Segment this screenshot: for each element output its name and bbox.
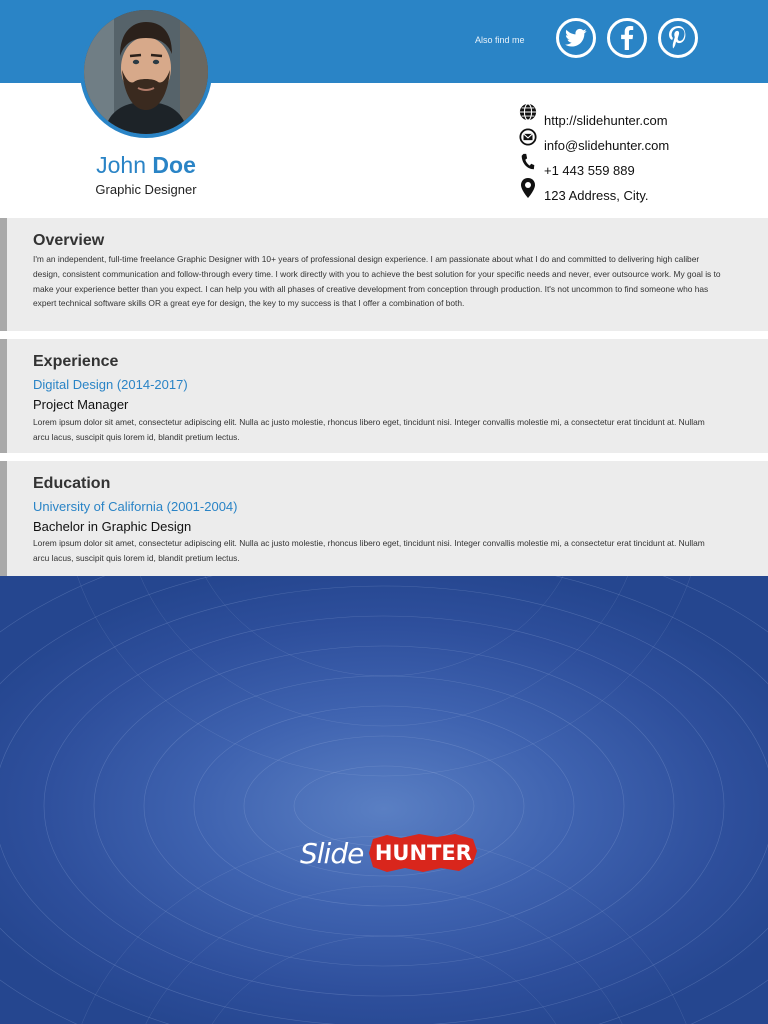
phone-text: +1 443 559 889 xyxy=(544,163,635,178)
pinterest-icon xyxy=(669,26,687,50)
overview-text: I'm an independent, full-time freelance Graphic Designer with 10+ years of professional design experience. I am passionate about what I do and committed to delivering high caliber design, consistent communication and follow-through every time. I work directly with you to achieve the best solution for your specific needs and never, ever outsource work. My goal is to make your experience better than you expect. I can help you with all phases of creative development from conception through production. It's not uncommon to find someone who has expert technical software skills OR a great eye for design, the key to my success is that I offer a combination of both. xyxy=(33,254,721,309)
overview-title: Overview xyxy=(33,232,105,249)
avatar-ring xyxy=(80,6,212,138)
globe-icon xyxy=(518,102,538,122)
wave-pattern xyxy=(0,576,768,1024)
logo-hunter-text: HUNTER xyxy=(374,841,472,865)
last-name: Doe xyxy=(152,152,196,178)
slidehunter-logo xyxy=(300,828,479,878)
facebook-icon xyxy=(620,26,634,50)
contact-phone xyxy=(518,151,544,173)
education-text: Lorem ipsum dolor sit amet, consectetur adipiscing elit. Nulla ac justo molestie, rhoncus libero eget, tincidunt nisi. Integer convallis molestie mi, a consectetur erat tincidunt at. Nullam arcu lacus, suscipit quis lorem id, blandit pretium lectus. xyxy=(33,538,705,563)
phone-icon xyxy=(518,152,538,172)
also-find-me-label: Also find me xyxy=(475,35,525,45)
education-degree: Bachelor in Graphic Design xyxy=(33,519,192,534)
experience-role: Project Manager xyxy=(33,397,129,412)
contact-address xyxy=(518,177,544,199)
experience-company: Digital Design (2014-2017) xyxy=(33,377,188,392)
email-link[interactable]: info@slidehunter.com xyxy=(544,138,670,153)
logo-slide-text: Slide xyxy=(300,836,364,870)
education-section xyxy=(0,461,768,576)
experience-title: Experience xyxy=(33,353,119,370)
mail-icon xyxy=(518,127,538,147)
facebook-button[interactable] xyxy=(607,18,647,58)
education-school: University of California (2001-2004) xyxy=(33,499,238,514)
logo-badge xyxy=(367,831,479,875)
website-link[interactable]: http://slidehunter.com xyxy=(544,113,668,128)
overview-section xyxy=(0,218,768,331)
section-accent-bar xyxy=(0,218,7,331)
experience-section xyxy=(0,339,768,453)
experience-text: Lorem ipsum dolor sit amet, consectetur adipiscing elit. Nulla ac justo molestie, rhoncus libero eget, tincidunt nisi. Integer convallis molestie mi, a consectetur erat tincidunt at. Nullam arcu lacus, suscipit quis lorem id, blandit pretium lectus. xyxy=(33,417,705,442)
section-accent-bar xyxy=(0,339,7,453)
footer-background xyxy=(0,576,768,1024)
profile-name xyxy=(0,152,292,179)
education-title: Education xyxy=(33,475,111,492)
twitter-button[interactable] xyxy=(556,18,596,58)
avatar xyxy=(84,10,208,134)
section-accent-bar xyxy=(0,461,7,576)
address-text: 123 Address, City. xyxy=(544,188,649,203)
pinterest-button[interactable] xyxy=(658,18,698,58)
first-name: John xyxy=(96,152,147,178)
contact-email xyxy=(518,126,544,148)
twitter-icon xyxy=(565,28,587,48)
contact-website xyxy=(518,101,544,123)
profile-title: Graphic Designer xyxy=(95,182,197,197)
location-pin-icon xyxy=(518,178,538,198)
